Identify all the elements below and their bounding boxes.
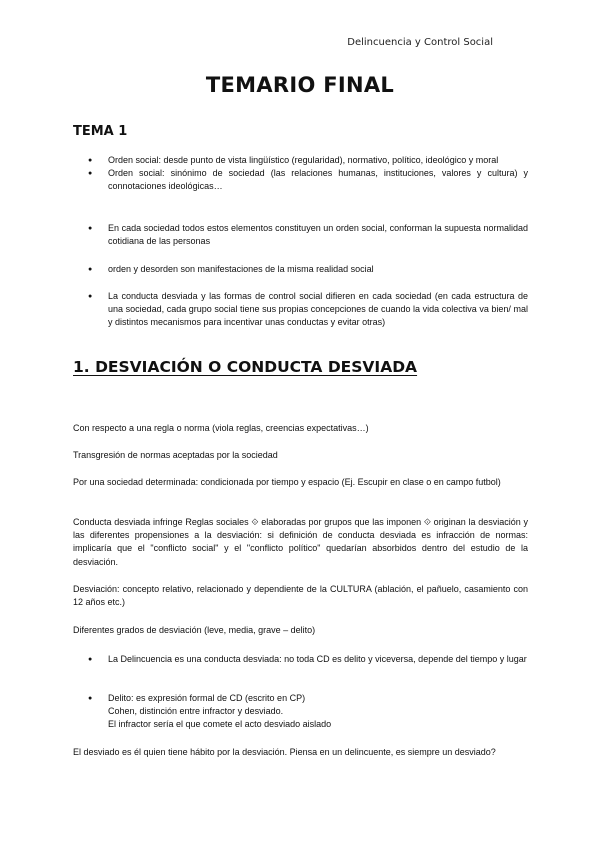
paragraph: El desviado es él quien tiene hábito por la desviación. Piensa en un delincuente, es siempre un desviado? xyxy=(73,747,496,757)
bullet-text: ● Delito: es expresión formal de CD (escrito en CP) xyxy=(108,693,306,703)
page-title: TEMARIO FINAL xyxy=(205,73,395,97)
tema-bullet-list-2 xyxy=(88,222,528,248)
paragraph: Transgresión de normas aceptadas por la sociedad xyxy=(73,450,278,460)
tema-bullet-list-1 xyxy=(88,154,528,194)
tema-heading: TEMA 1 xyxy=(73,124,128,139)
paragraph: Por una sociedad determinada: condicionada por tiempo y espacio (Ej. Escupir en clase o en campo futbol) xyxy=(73,477,501,487)
list-item: ● Orden social: desde punto de vista lingüístico (regularidad), normativo, político, ideológico y moral xyxy=(88,154,528,167)
tema-bullet-list-3 xyxy=(88,263,528,276)
running-header: Delincuencia y Control Social xyxy=(347,37,493,48)
paragraph: Desviación: concepto relativo, relacionado y dependiente de la CULTURA (ablación, el pañuelo, casamiento con 12 años etc.) xyxy=(73,584,528,608)
section-heading: 1. DESVIACIÓN O CONDUCTA DESVIADA xyxy=(73,358,418,376)
tema-bullet-list-4 xyxy=(88,290,528,330)
section-bullet-list-2 xyxy=(88,692,528,732)
paragraph: Conducta desviada infringe Reglas sociales ⟐ elaboradas por grupos que las imponen ⟐ originan la desviación y las diferentes propensiones a la desviación: si definición de conducta desviada es infracción de normas: implicaría que el "conflicto social" y el "conflicto político" quedarían absorbidos dentro del estudio de la desviación. xyxy=(73,517,528,567)
list-item: ● En cada sociedad todos estos elementos constituyen un orden social, conforman la supuesta normalidad cotidiana de las personas xyxy=(88,222,528,248)
bullet-subline: Cohen, distinción entre infractor y desviado. xyxy=(108,706,284,717)
bullet-subline: El infractor sería el que comete el acto desviado aislado xyxy=(108,719,332,730)
list-item: ● La conducta desviada y las formas de control social difieren en cada sociedad (en cada estructura de una sociedad, cada grupo social tiene sus propias concepciones de cuando la vida colectiva va bien/ mal y distintos mecanismos para incentivar unas conductas y evitar otras) xyxy=(88,290,528,330)
list-item: ● La Delincuencia es una conducta desviada: no toda CD es delito y viceversa, depende del tiempo y lugar xyxy=(88,653,528,666)
paragraph: Diferentes grados de desviación (leve, media, grave – delito) xyxy=(73,625,316,635)
paragraph: Con respecto a una regla o norma (viola reglas, creencias expectativas…) xyxy=(73,423,369,433)
list-item: ● Orden social: sinónimo de sociedad (las relaciones humanas, instituciones, valores y cultura) y connotaciones ideológicas… xyxy=(88,167,528,193)
list-item xyxy=(88,692,528,732)
section-bullet-list-1 xyxy=(88,653,528,666)
list-item: ● orden y desorden son manifestaciones de la misma realidad social xyxy=(88,263,528,276)
